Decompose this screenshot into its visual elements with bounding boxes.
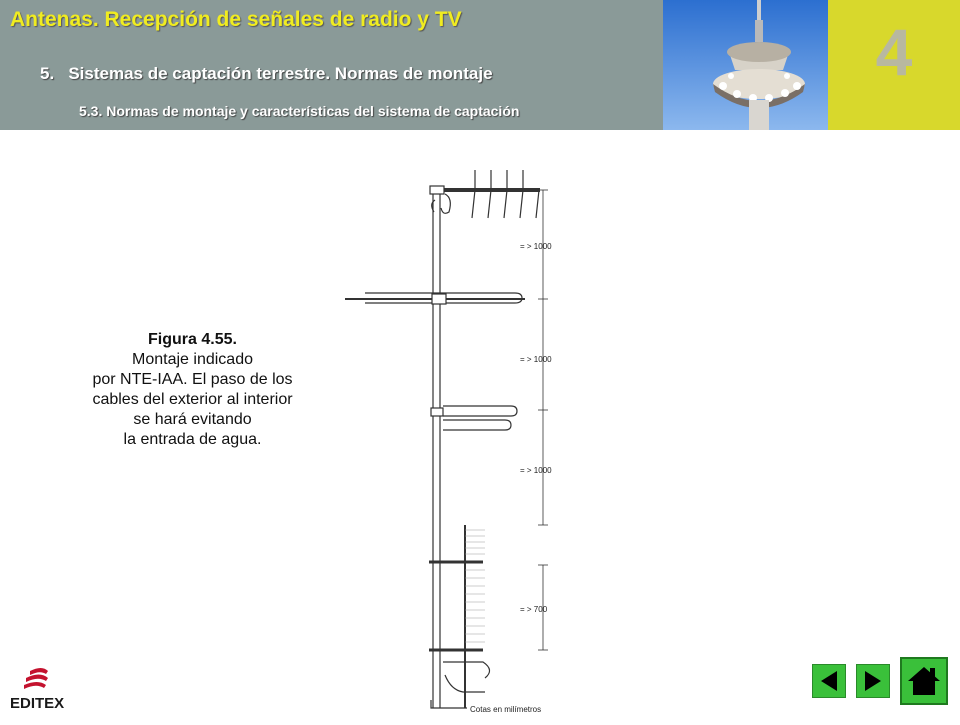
figure-caption <box>60 330 325 450</box>
chapter-number: 4 <box>875 15 913 89</box>
caption-title: Figura 4.55. <box>148 331 237 348</box>
tower-photo <box>663 0 828 130</box>
logo-text: EDITEX <box>10 695 65 712</box>
caption-line: Montaje indicado <box>132 351 253 368</box>
triangle-left-icon <box>813 665 845 697</box>
antenna-mounting-diagram <box>335 160 585 720</box>
chapter-box <box>828 0 960 130</box>
dimension-label: = > 1000 <box>520 242 552 251</box>
editex-logo <box>8 665 78 713</box>
home-icon <box>902 659 946 703</box>
caption-line: se hará evitando <box>133 411 252 428</box>
next-button[interactable] <box>856 664 890 698</box>
triangle-right-icon <box>857 665 889 697</box>
caption-line: por NTE-IAA. El paso de los <box>92 371 293 388</box>
home-button[interactable] <box>900 657 948 705</box>
section-title: 5. Sistemas de captación terrestre. Normas de montaje <box>40 64 493 83</box>
subsection-title: 5.3. Normas de montaje y características del sistema de captación <box>79 103 520 119</box>
page-title: Antenas. Recepción de señales de radio y TV <box>10 8 462 31</box>
units-note: Cotas en milímetros <box>470 705 542 714</box>
dimension-label: = > 700 <box>520 605 548 614</box>
dimension-label: = > 1000 <box>520 355 552 364</box>
caption-line: la entrada de agua. <box>123 431 262 448</box>
previous-button[interactable] <box>812 664 846 698</box>
header-bar <box>0 0 663 130</box>
dimension-label: = > 1000 <box>520 466 552 475</box>
caption-line: cables del exterior al interior <box>92 391 293 408</box>
